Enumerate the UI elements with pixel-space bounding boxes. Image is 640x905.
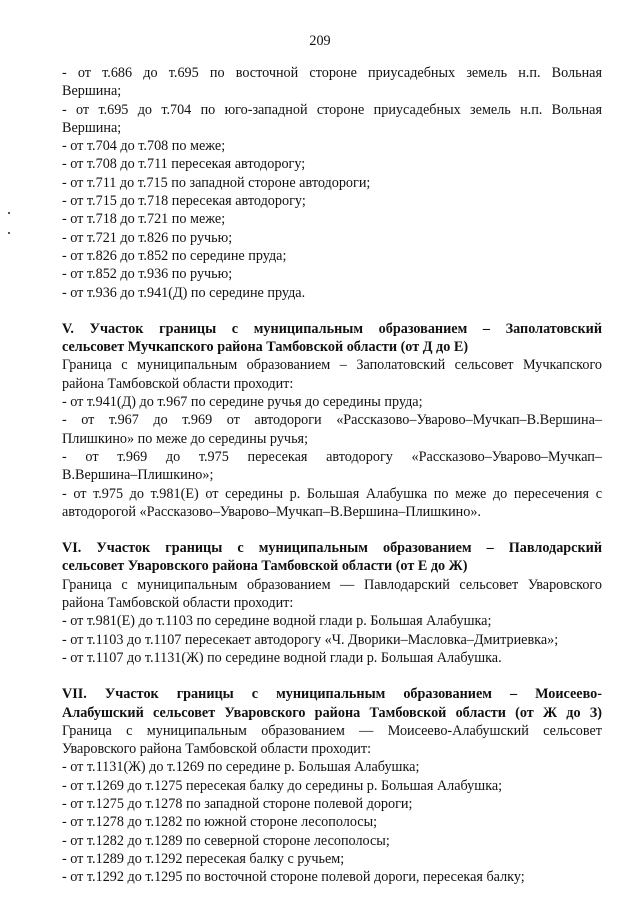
- section-heading-line: V. Участок границы с муниципальным образованием – Заполатовский: [62, 320, 602, 337]
- text-line: - от т.975 до т.981(Е) от середины р. Большая Алабушка по меже до пересечения с: [62, 485, 602, 502]
- section-heading-line: Алабушский сельсовет Уваровского района Тамбовской области (от Ж до З): [62, 704, 602, 721]
- boundary-section: [62, 685, 602, 886]
- text-line: - от т.1289 до т.1292 пересекая балку с ручьем;: [62, 850, 345, 867]
- text-line: - от т.715 до т.718 пересекая автодорогу;: [62, 193, 306, 210]
- text-line: - от т.941(Д) до т.967 по середине ручья до середины пруда;: [62, 394, 423, 411]
- text-line: - от т.1103 до т.1107 пересекает автодорогу «Ч. Дворики–Масловка–Дмитриевка»;: [62, 631, 559, 648]
- section-heading-line: VII. Участок границы с муниципальным образованием – Моисеево-: [62, 686, 602, 703]
- text-line: Вершина;: [62, 83, 122, 100]
- text-line: - от т.711 до т.715 по западной стороне автодороги;: [62, 174, 371, 191]
- text-line: - от т.826 до т.852 по середине пруда;: [62, 247, 287, 264]
- text-line: - от т.1131(Ж) до т.1269 по середине р. Большая Алабушка;: [62, 759, 420, 776]
- text-line: - от т.686 до т.695 по восточной стороне приусадебных земель н.п. Вольная: [62, 65, 602, 81]
- text-line: - от т.704 до т.708 по меже;: [62, 138, 226, 155]
- scan-mark: [8, 212, 10, 214]
- boundary-list: [62, 64, 602, 302]
- text-line: - от т.1292 до т.1295 по восточной стороне полевой дороги, пересекая балку;: [62, 869, 525, 886]
- text-line: - от т.1275 до т.1278 по западной стороне полевой дороги;: [62, 795, 413, 812]
- text-line: - от т.718 до т.721 по меже;: [62, 211, 226, 228]
- text-line: - от т.1282 до т.1289 по северной стороне лесополосы;: [62, 832, 390, 849]
- text-line: Граница с муниципальным образованием — Павлодарский сельсовет Уваровского: [62, 576, 602, 593]
- text-line: - от т.969 до т.975 пересекая автодорогу «Рассказово–Уварово–Мучкап–: [62, 448, 602, 465]
- text-line: - от т.695 до т.704 по юго-западной стороне приусадебных земель н.п. Вольная: [62, 101, 602, 118]
- text-line: района Тамбовской области проходит:: [62, 595, 294, 612]
- scan-mark: [8, 232, 10, 234]
- text-line: - от т.708 до т.711 пересекая автодорогу;: [62, 156, 306, 173]
- text-line: - от т.981(Е) до т.1103 по середине водной глади р. Большая Алабушка;: [62, 613, 492, 630]
- text-line: Вершина;: [62, 119, 122, 136]
- paragraph-gap: [62, 302, 602, 320]
- boundary-section: [62, 320, 602, 521]
- paragraph-gap: [62, 521, 602, 539]
- text-line: - от т.936 до т.941(Д) по середине пруда.: [62, 284, 306, 301]
- text-line: В.Вершина–Плишкино»;: [62, 467, 214, 484]
- text-line: Граница с муниципальным образованием — Моисеево-Алабушский сельсовет: [62, 722, 602, 739]
- text-line: Плишкино» по меже до середины ручья;: [62, 430, 309, 447]
- text-line: - от т.1278 до т.1282 по южной стороне лесополосы;: [62, 814, 378, 831]
- text-line: - от т.1107 до т.1131(Ж) по середине водной глади р. Большая Алабушка.: [62, 649, 502, 666]
- text-line: Граница с муниципальным образованием – Заполатовский сельсовет Мучкапского: [62, 357, 602, 374]
- paragraph-gap: [62, 667, 602, 685]
- text-line: - от т.721 до т.826 по ручью;: [62, 229, 233, 246]
- section-heading-line: VI. Участок границы с муниципальным образованием – Павлодарский: [62, 540, 602, 557]
- text-line: автодорогой «Рассказово–Уварово–Мучкап–В.Вершина–Плишкино».: [62, 503, 482, 520]
- section-heading-line: сельсовет Мучкапского района Тамбовской области (от Д до Е): [62, 339, 469, 356]
- text-line: Уваровского района Тамбовской области проходит:: [62, 741, 372, 758]
- boundary-section: [62, 539, 602, 667]
- section-heading-line: сельсовет Уваровского района Тамбовской области (от Е до Ж): [62, 558, 468, 575]
- text-line: - от т.967 до т.969 от автодороги «Рассказово–Уварово–Мучкап–В.Вершина–: [62, 412, 602, 429]
- document-body: [62, 64, 602, 886]
- text-line: района Тамбовской области проходит:: [62, 375, 294, 392]
- text-line: - от т.852 до т.936 по ручью;: [62, 266, 233, 283]
- text-line: - от т.1269 до т.1275 пересекая балку до середины р. Большая Алабушка;: [62, 777, 503, 794]
- page-number: 209: [309, 33, 331, 49]
